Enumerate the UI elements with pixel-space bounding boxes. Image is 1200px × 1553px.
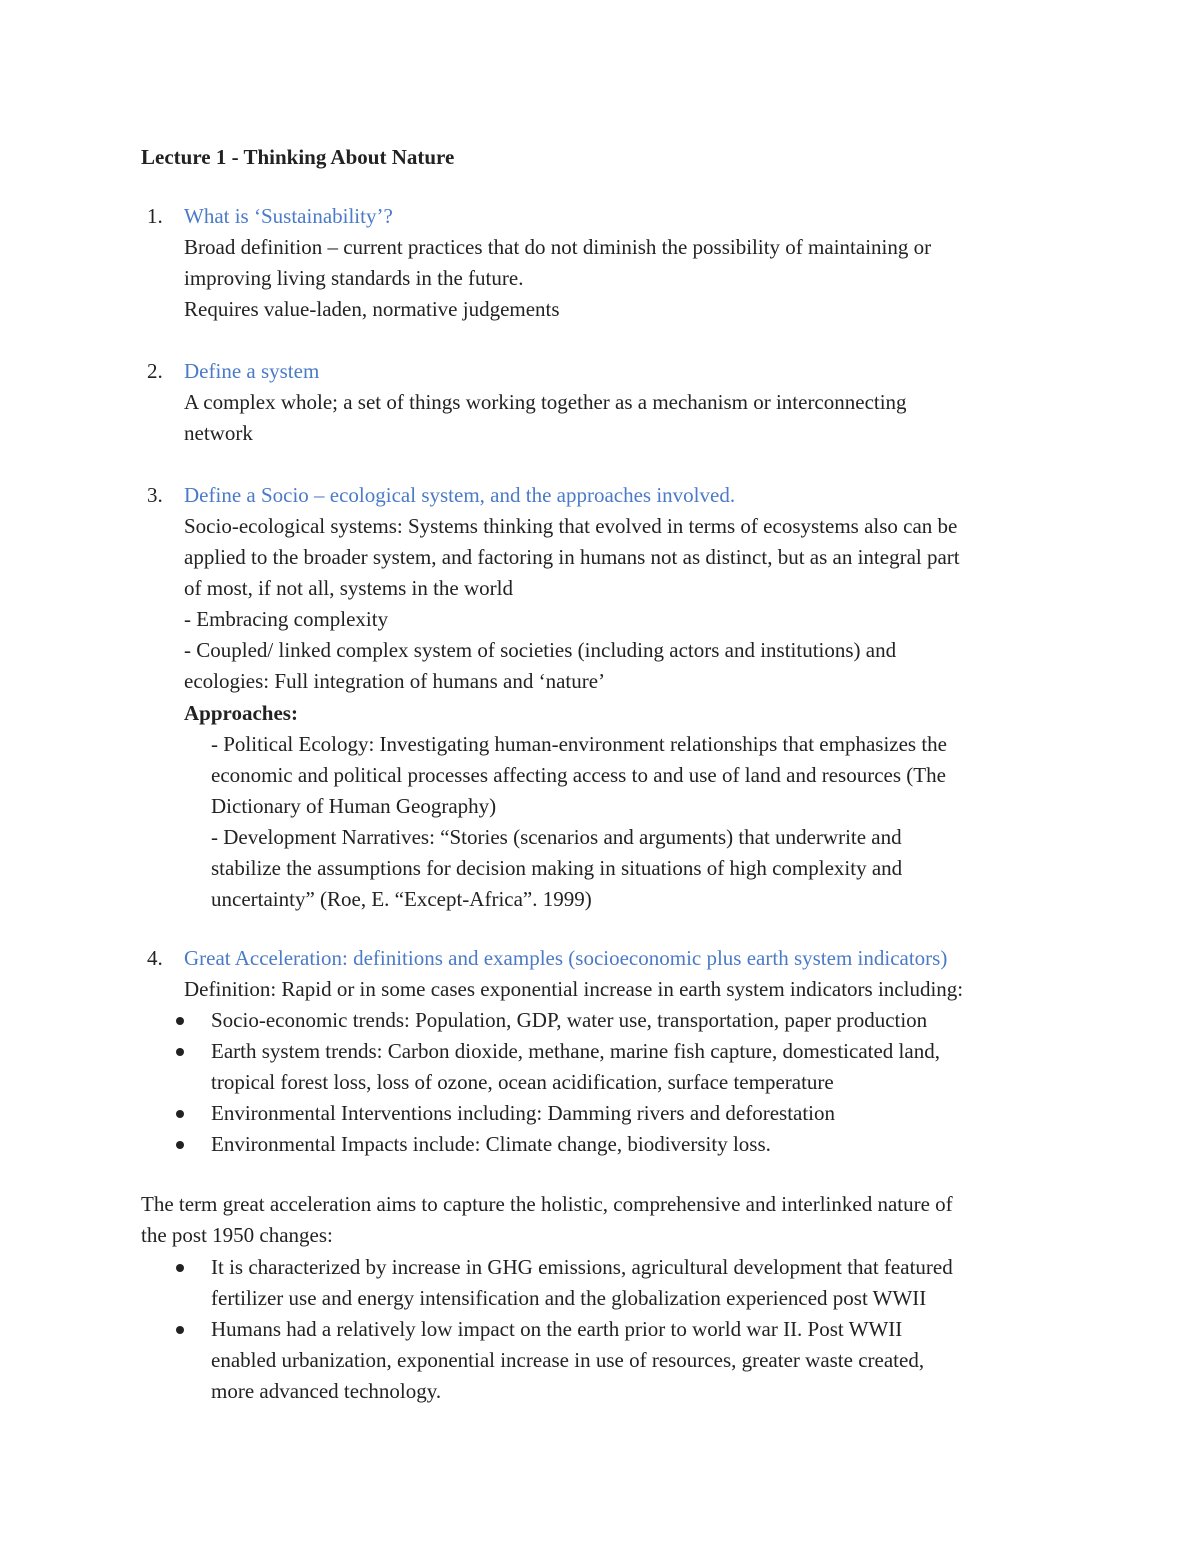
- section-text-line: of most, if not all, systems in the world: [184, 576, 513, 600]
- bullet-item: Earth system trends: Carbon dioxide, methane, marine fish capture, domesticated land,: [211, 1039, 940, 1063]
- bullet-dot-icon: [176, 1017, 184, 1025]
- approach-line: uncertainty” (Roe, E. “Except-Africa”. 1999): [211, 887, 592, 911]
- bullet-item: Socio-economic trends: Population, GDP, water use, transportation, paper production: [211, 1008, 928, 1032]
- section-heading: What is ‘Sustainability’?: [184, 204, 393, 228]
- approach-line: stabilize the assumptions for decision making in situations of high complexity and: [211, 856, 903, 880]
- approach-line: - Development Narratives: “Stories (scenarios and arguments) that underwrite and: [211, 825, 902, 849]
- section-text-line: - Embracing complexity: [184, 607, 389, 631]
- section-text-line: Definition: Rapid or in some cases exponential increase in earth system indicators including:: [184, 977, 964, 1001]
- section-heading: Great Acceleration: definitions and examples (socioeconomic plus earth system indicators): [184, 946, 948, 970]
- bullet-item-continued: more advanced technology.: [211, 1379, 442, 1403]
- section-number: 4.: [147, 946, 163, 970]
- bullet-item: Environmental Interventions including: Damming rivers and deforestation: [211, 1101, 836, 1125]
- bullet-dot-icon: [176, 1264, 184, 1272]
- section-text-line: Socio-ecological systems: Systems thinking that evolved in terms of ecosystems also can be: [184, 514, 958, 538]
- bullet-item: Environmental Impacts include: Climate change, biodiversity loss.: [211, 1132, 771, 1156]
- bullet-item-continued: enabled urbanization, exponential increase in use of resources, greater waste created,: [211, 1348, 925, 1372]
- bullet-dot-icon: [176, 1110, 184, 1118]
- approaches-label: Approaches:: [184, 701, 298, 725]
- section-text-line: network: [184, 421, 253, 445]
- section-heading: Define a system: [184, 359, 320, 383]
- bullet-item: Humans had a relatively low impact on the earth prior to world war II. Post WWII: [211, 1317, 903, 1341]
- section-text-line: ecologies: Full integration of humans and ‘nature’: [184, 669, 606, 693]
- closing-text-line: the post 1950 changes:: [141, 1223, 333, 1247]
- bullet-item-continued: fertilizer use and energy intensification and the globalization experienced post WWII: [211, 1286, 927, 1310]
- page-title: Lecture 1 - Thinking About Nature: [141, 145, 455, 169]
- section-text-line: - Coupled/ linked complex system of societies (including actors and institutions) and: [184, 638, 897, 662]
- bullet-dot-icon: [176, 1048, 184, 1056]
- section-number: 2.: [147, 359, 163, 383]
- bullet-item-continued: tropical forest loss, loss of ozone, ocean acidification, surface temperature: [211, 1070, 834, 1094]
- section-text-line: A complex whole; a set of things working together as a mechanism or interconnecting: [184, 390, 907, 414]
- closing-text-line: The term great acceleration aims to capture the holistic, comprehensive and interlinked nature of: [141, 1192, 953, 1216]
- approach-line: economic and political processes affecting access to and use of land and resources (The: [211, 763, 946, 787]
- approach-line: - Political Ecology: Investigating human-environment relationships that emphasizes the: [211, 732, 947, 756]
- section-text-line: Requires value-laden, normative judgements: [184, 297, 560, 321]
- bullet-dot-icon: [176, 1141, 184, 1149]
- section-heading: Define a Socio – ecological system, and the approaches involved.: [184, 483, 736, 507]
- bullet-dot-icon: [176, 1326, 184, 1334]
- section-number: 1.: [147, 204, 163, 228]
- section-text-line: Broad definition – current practices that do not diminish the possibility of maintaining or: [184, 235, 932, 259]
- section-text-line: improving living standards in the future.: [184, 266, 524, 290]
- section-number: 3.: [147, 483, 163, 507]
- section-text-line: applied to the broader system, and factoring in humans not as distinct, but as an integral part: [184, 545, 960, 569]
- bullet-item: It is characterized by increase in GHG emissions, agricultural development that featured: [211, 1255, 953, 1279]
- approach-line: Dictionary of Human Geography): [211, 794, 497, 818]
